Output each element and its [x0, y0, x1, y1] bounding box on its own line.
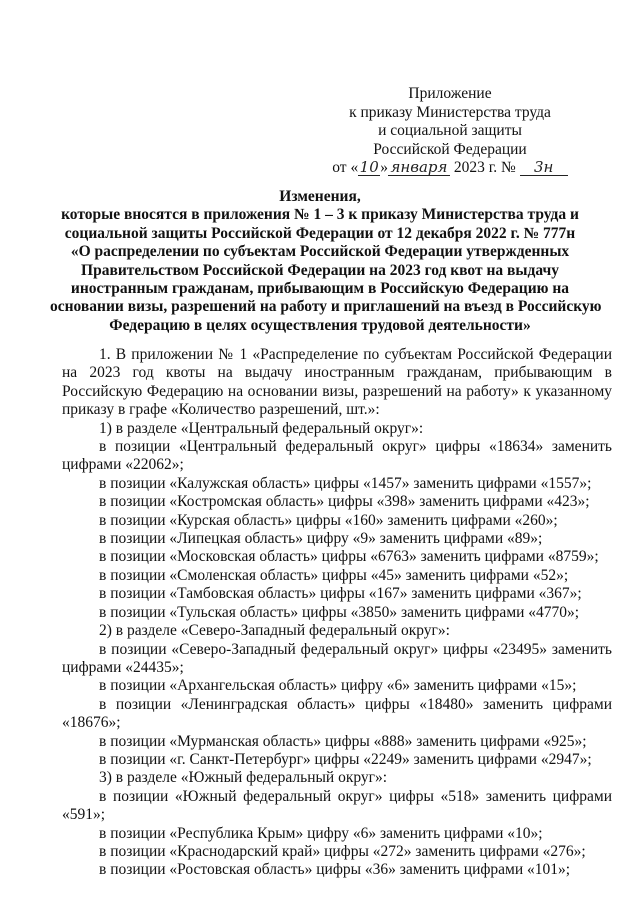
handwritten-day: 10	[359, 158, 379, 176]
paragraph: в позиции «Калужская область» цифры «1457» заменить цифрами «1557»;	[99, 474, 592, 492]
paragraph: в позиции «г. Санкт-Петербург» цифры «2249» заменить цифрами «2947»;	[99, 750, 592, 768]
paragraph: 2) в разделе «Северо-Западный федеральный округ»:	[99, 622, 450, 640]
title-line: Правительством Российской Федерации на 2023 год квот на выдачу	[81, 261, 559, 279]
paragraph: в позиции «Тульская область» цифры «3850» заменить цифрами «4770»;	[99, 603, 580, 621]
paragraph: в позиции «Центральный федеральный округ» цифры «18634» заменить цифрами «22062»;	[62, 438, 612, 474]
paragraph: в позиции «Краснодарский край» цифры «272» заменить цифрами «276»;	[99, 842, 586, 860]
paragraph: в позиции «Ростовская область» цифры «36» заменить цифрами «101»;	[99, 861, 571, 879]
paragraph: в позиции «Ленинградская область» цифры «18480» заменить цифрами «18676»;	[62, 695, 612, 732]
paragraph: 1) в разделе «Центральный федеральный округ»:	[99, 419, 424, 437]
date-suffix: 2023 г. №	[453, 159, 516, 176]
paragraph: 1. В приложении № 1 «Распределение по субъектам Российской Федерации на 2023 год квоты на выдачу иностранным гражданам, прибывающим в Российскую Федерацию на основании визы, разрешений на работу» к указанному приказу в графе «Количество разрешений, шт.»:	[62, 346, 612, 419]
paragraph: в позиции «Южный федеральный округ» цифры «518» заменить цифрами «591»;	[62, 787, 612, 824]
date-mid: »	[380, 159, 388, 176]
document-title	[50, 188, 602, 335]
paragraph: в позиции «Северо-Западный федеральный округ» цифры «23495» заменить цифрами «24435»;	[62, 640, 612, 676]
paragraph: в позиции «Курская область» цифры «160» заменить цифрами «260»;	[99, 511, 558, 529]
order-ref-line: к приказу Министерства труда	[349, 103, 551, 121]
country-line: Российской Федерации	[373, 140, 527, 158]
title-line: которые вносятся в приложения № 1 – 3 к приказу Министерства труда и	[61, 206, 579, 224]
paragraph: в позиции «Липецкая область» цифру «9» заменить цифрами «89»;	[99, 530, 543, 548]
paragraph: в позиции «Московская область» цифры «6763» заменить цифрами «8759»;	[99, 548, 599, 566]
title-line: Федерацию в целях осуществления трудовой деятельности»	[109, 316, 531, 334]
title-line: социальной защиты Российской Федерации от 12 декабря 2022 г. № 777н	[64, 224, 576, 242]
paragraph: 3) в разделе «Южный федеральный округ»:	[99, 769, 388, 787]
handwritten-month: января	[388, 160, 450, 176]
appendix-label: Приложение	[408, 85, 492, 102]
title-line: Изменения,	[279, 188, 361, 205]
document-body	[62, 346, 612, 880]
appendix-header	[300, 85, 600, 178]
title-line: основании визы, разрешений на работу и приглашений на въезд в Российскую	[50, 298, 602, 316]
paragraph: в позиции «Архангельская область» цифру «6» заменить цифрами «15»;	[99, 677, 577, 695]
paragraph: в позиции «Тамбовская область» цифры «167» заменить цифрами «367»;	[99, 585, 582, 603]
date-number-line	[300, 159, 600, 178]
paragraph: в позиции «Костромская область» цифры «398» заменить цифрами «423»;	[99, 493, 590, 511]
title-line: иностранным гражданам, прибывающим в Российскую Федерацию на	[70, 280, 570, 298]
paragraph: в позиции «Мурманская область» цифры «888» заменить цифрами «925»;	[99, 732, 587, 750]
paragraph: в позиции «Республика Крым» цифру «6» заменить цифрами «10»;	[99, 824, 543, 842]
handwritten-number: 3н	[520, 160, 568, 176]
ministry-line: и социальной защиты	[378, 122, 522, 139]
paragraph: в позиции «Смоленская область» цифры «45» заменить цифрами «52»;	[99, 566, 569, 584]
title-line: «О распределении по субъектам Российской Федерации утвержденных	[70, 243, 570, 261]
date-prefix: от «	[332, 159, 359, 176]
